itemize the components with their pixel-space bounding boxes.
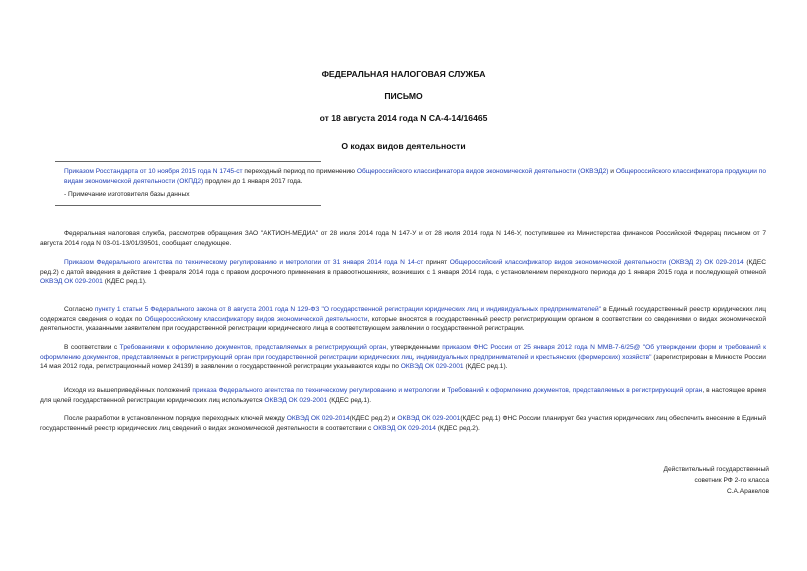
link-okved-ok-029-2001[interactable]: ОКВЭД ОК 029-2001 (397, 415, 461, 422)
note-link-rosstandart-order[interactable]: Приказом Росстандарта от 10 ноября 2015 года N 1745-ст (64, 168, 243, 175)
link-okved-ok-029-2001[interactable]: ОКВЭД ОК 029-2001 (40, 278, 103, 285)
paragraph-text: (КДЕС ред.1). (327, 396, 372, 404)
paragraph-text: , которые вносятся в государственный реестр регистрирующим органом в соответствии со сведениями о видах экономической деятельности, указанными заявителем при государственной регистрации юридического лица в соответствующем заявлении о государственной регистрации. (40, 315, 767, 332)
signature-rank: советник РФ 2-го класса (694, 477, 769, 484)
note-text: продлен до 1 января 2017 года. (203, 177, 303, 185)
paragraph-text: (КДЕС ред.2) и (349, 415, 398, 422)
paragraph-text: (зарегистрирован в Минюсте России 14 мая 2012 года, регистрационный номер 24139) в заявлении о государственной регистрации указываются коды по (40, 353, 766, 370)
paragraph-3 (40, 305, 766, 334)
paragraph-2 (40, 258, 766, 287)
paragraph-text: , утвержденными (386, 344, 443, 351)
paragraph-text: (КДЕС ред.1). (463, 363, 508, 370)
paragraph-text: принят (423, 259, 450, 266)
signature-block (664, 464, 770, 497)
link-agency-order[interactable]: приказа Федерального агентства по техническому регулированию и метрологии (192, 387, 440, 394)
document-subject: О кодах видов деятельности (341, 141, 466, 151)
editor-note-source: - Примечание изготовителя базы данных (64, 191, 190, 198)
link-okved-classifier[interactable]: Общероссийскому классификатору видов экономической деятельности (144, 315, 368, 323)
paragraph-text: Исходя из вышеприведённых положений (64, 387, 193, 394)
note-link-okved2[interactable]: Общероссийского классификатора видов экономической деятельности (ОКВЭД2) (356, 168, 609, 175)
agency-title: ФЕДЕРАЛЬНАЯ НАЛОГОВАЯ СЛУЖБА (321, 69, 486, 79)
paragraph-4 (40, 343, 766, 372)
document-date-number: от 18 августа 2014 года N СА-4-14/16465 (319, 113, 488, 123)
signature-name: С.А.Аракелов (726, 488, 769, 495)
link-okved-ok-029-2014[interactable]: ОКВЭД ОК 029-2014 (286, 415, 350, 422)
paragraph-6 (40, 414, 766, 433)
note-text: и (608, 168, 616, 175)
editor-note (64, 167, 766, 186)
signature-title: Действительный государственный (663, 466, 769, 473)
link-fns-order-mmv-7-6-25[interactable]: приказом ФНС России от 25 января 2012 года N ММВ-7-6/25@ "Об утверждении форм и требований к оформлению документов, представляемых в регистрирующий орган при государственной регистрации юридических лиц, индивидуальных предпринимателей и крестьянских (фермерских) хозяйств" (40, 344, 766, 361)
link-okved2-ok-029-2014[interactable]: Общероссийский классификатор видов экономической деятельности (ОКВЭД 2) ОК 029-2014 (449, 259, 744, 266)
paragraph-text: , в настоящее время для целей государственной регистрации юридических лиц используется (40, 387, 766, 404)
paragraph-5 (40, 386, 766, 405)
paragraph-text: (КДЕС ред.2). (435, 424, 480, 432)
paragraph-text: Согласно (64, 306, 95, 313)
paragraph-text: Федеральная налоговая служба, рассмотрев обращения ЗАО "АКТИОН-МЕДИА" от 28 июля 2014 года N 147-У и от 28 июля 2014 года N 146-У, поступившее из Министерства финансов Российской Федерац письмом от 7 августа 2014 года N 03-01-13/01/39501, сообщает следующее. (40, 230, 766, 247)
paragraph-text: (КДЕС ред.1). (102, 278, 147, 285)
link-registration-requirements[interactable]: Требованиями к оформлению документов, представляемых в регистрирующий орган (119, 344, 387, 351)
note-bottom-divider (55, 205, 321, 206)
link-registration-requirements[interactable]: Требований к оформлению документов, представляемых в регистрирующий орган (447, 387, 703, 394)
paragraph-1 (40, 229, 766, 248)
paragraph-text: После разработки в установленном порядке переходных ключей между (64, 415, 287, 422)
document-type: ПИСЬМО (384, 91, 423, 101)
note-top-divider (55, 161, 321, 162)
paragraph-text: В соответствии с (64, 344, 120, 351)
note-link-okpd2[interactable]: Общероссийского классификатора продукции по видам экономической деятельности (ОКПД2) (64, 168, 766, 185)
link-okved-ok-029-2001[interactable]: ОКВЭД ОК 029-2001 (400, 363, 464, 370)
note-text: переходный период по применению (242, 168, 357, 175)
paragraph-text: и (439, 387, 448, 394)
paragraph-text: в Единый государственный реестр юридических лиц содержатся сведения о кодах по (40, 306, 766, 323)
link-okved-ok-029-2014[interactable]: ОКВЭД ОК 029-2014 (373, 424, 436, 432)
paragraph-text: (КДЕС ред.2) с датой введения в действие 1 февраля 2014 года с правом досрочного применения в правоотношениях, возникших с 1 января 2014 года, с установлением переходного периода до 1 января 2015 года и последующей отменой (40, 259, 766, 276)
paragraph-text: (КДЕС ред.1) ФНС России планирует без участия юридических лиц обеспечить внесение в Единый государственный реестр юридических лиц сведений о видах экономической деятельности в соответствии с (40, 415, 767, 432)
link-federal-law-129-fz[interactable]: пункту 1 статьи 5 Федерального закона от 8 августа 2001 года N 129-ФЗ "О государственной регистрации юридических лиц и индивидуальных предпринимателей" (94, 306, 601, 313)
link-order-14-st[interactable]: Приказом Федерального агентства по техническому регулированию и метрологии от 31 января 2014 года N 14-ст (64, 259, 424, 266)
link-okved-ok-029-2001[interactable]: ОКВЭД ОК 029-2001 (264, 396, 328, 404)
